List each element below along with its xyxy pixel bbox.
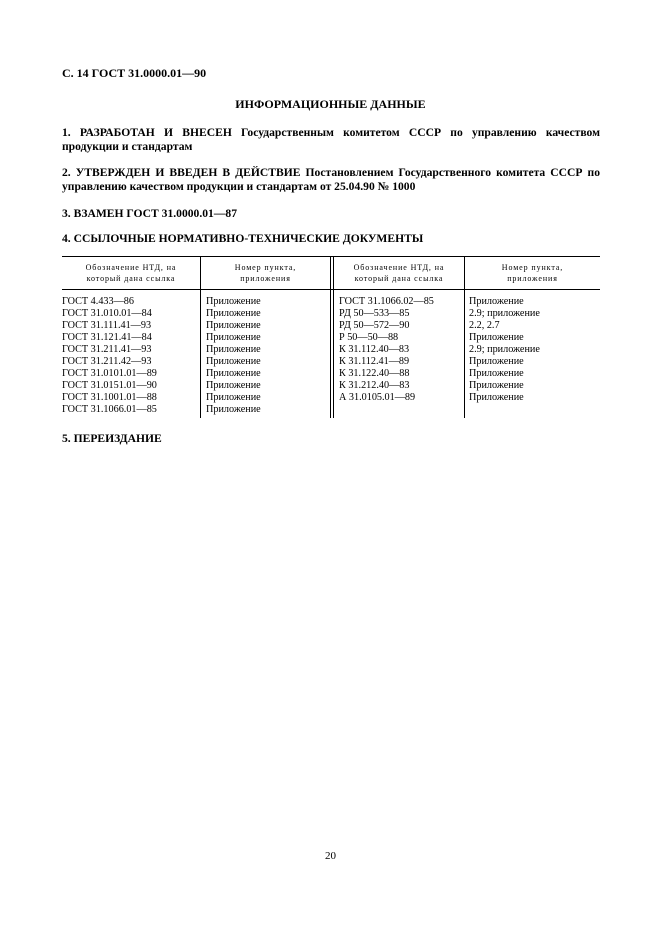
paragraph-approved: 2. УТВЕРЖДЕН И ВВЕДЕН В ДЕЙСТВИЕ Постановлением Государственного комитета СССР по управлению качеством продукции и стандартам от 25.04.90 № 1000: [62, 166, 600, 193]
table-cell-clause: Приложение: [469, 332, 524, 343]
column-left-designations: [62, 296, 157, 416]
table-header-rule: [62, 289, 600, 290]
document-title: ИНФОРМАЦИОННЫЕ ДАННЫЕ: [235, 97, 426, 111]
page-number: 20: [325, 850, 336, 862]
table-cell-doc: ГОСТ 4.433—86: [62, 296, 134, 307]
table-cell-doc: К 31.112.40—83: [339, 344, 410, 355]
table-cell-clause: 2.9; приложение: [469, 308, 540, 319]
paragraph-reference-docs: 4. ССЫЛОЧНЫЕ НОРМАТИВНО-ТЕХНИЧЕСКИЕ ДОКУМЕНТЫ: [62, 232, 424, 245]
table-cell-clause: 2.2, 2.7: [469, 320, 500, 331]
table-cell-clause: Приложение: [206, 320, 261, 331]
header-clause-left: Номер пункта, приложения: [234, 263, 297, 283]
reference-documents-table: [62, 256, 600, 419]
table-cell-clause: Приложение: [469, 392, 524, 403]
table-cell-doc: ГОСТ 31.1001.01—88: [62, 392, 157, 403]
table-cell-doc: РД 50—572—90: [339, 320, 410, 331]
table-cell-clause: Приложение: [206, 380, 261, 391]
paragraph-developed-by: 1. РАЗРАБОТАН И ВНЕСЕН Государственным комитетом СССР по управлению качеством продукции и стандартам: [62, 126, 600, 153]
table-cell-clause: Приложение: [206, 308, 261, 319]
table-cell-doc: К 31.112.41—89: [339, 356, 410, 367]
table-cell-clause: Приложение: [206, 404, 261, 415]
table-cell-doc: РД 50—533—85: [339, 308, 410, 319]
table-cell-doc: ГОСТ 31.211.42—93: [62, 356, 152, 367]
header-designation-right: Обозначение НТД, на который дана ссылка: [353, 263, 445, 283]
table-cell-doc: ГОСТ 31.111.41—93: [62, 320, 152, 331]
table-cell-doc: ГОСТ 31.211.41—93: [62, 344, 152, 355]
table-cell-doc: ГОСТ 31.0151.01—90: [62, 380, 157, 391]
table-cell-clause: Приложение: [469, 368, 524, 379]
table-cell-clause: Приложение: [469, 356, 524, 367]
header-designation-left: Обозначение НТД, на который дана ссылка: [85, 263, 177, 283]
paragraph-replaces: 3. ВЗАМЕН ГОСТ 31.0000.01—87: [62, 207, 238, 220]
header-clause-right: Номер пункта, приложения: [501, 263, 564, 283]
running-head: С. 14 ГОСТ 31.0000.01—90: [62, 66, 207, 80]
table-cell-doc: ГОСТ 31.1066.02—85: [339, 296, 434, 307]
table-cell-clause: Приложение: [206, 392, 261, 403]
table-cell-clause: Приложение: [206, 344, 261, 355]
table-cell-doc: К 31.212.40—83: [339, 380, 410, 391]
table-cell-doc: К 31.122.40—88: [339, 368, 410, 379]
table-cell-clause: Приложение: [469, 380, 524, 391]
table-cell-doc: ГОСТ 31.0101.01—89: [62, 368, 157, 379]
column-left-clauses: [206, 296, 261, 416]
table-cell-doc: ГОСТ 31.121.41—84: [62, 332, 152, 343]
paragraph-reissue: 5. ПЕРЕИЗДАНИЕ: [62, 432, 162, 445]
table-cell-clause: Приложение: [206, 356, 261, 367]
table-cell-clause: Приложение: [206, 332, 261, 343]
table-cell-clause: Приложение: [206, 296, 261, 307]
table-cell-doc: А 31.0105.01—89: [339, 392, 416, 403]
table-cell-clause: Приложение: [469, 296, 524, 307]
table-top-rule: [62, 256, 600, 257]
table-cell-doc: Р 50—50—88: [339, 332, 399, 343]
table-cell-doc: ГОСТ 31.1066.01—85: [62, 404, 157, 415]
column-right-designations: [339, 296, 434, 404]
table-cell-clause: Приложение: [206, 368, 261, 379]
table-cell-clause: 2.9; приложение: [469, 344, 540, 355]
column-divider-double-left: [330, 256, 331, 418]
column-right-clauses: [469, 296, 540, 404]
table-cell-doc: ГОСТ 31.010.01—84: [62, 308, 152, 319]
